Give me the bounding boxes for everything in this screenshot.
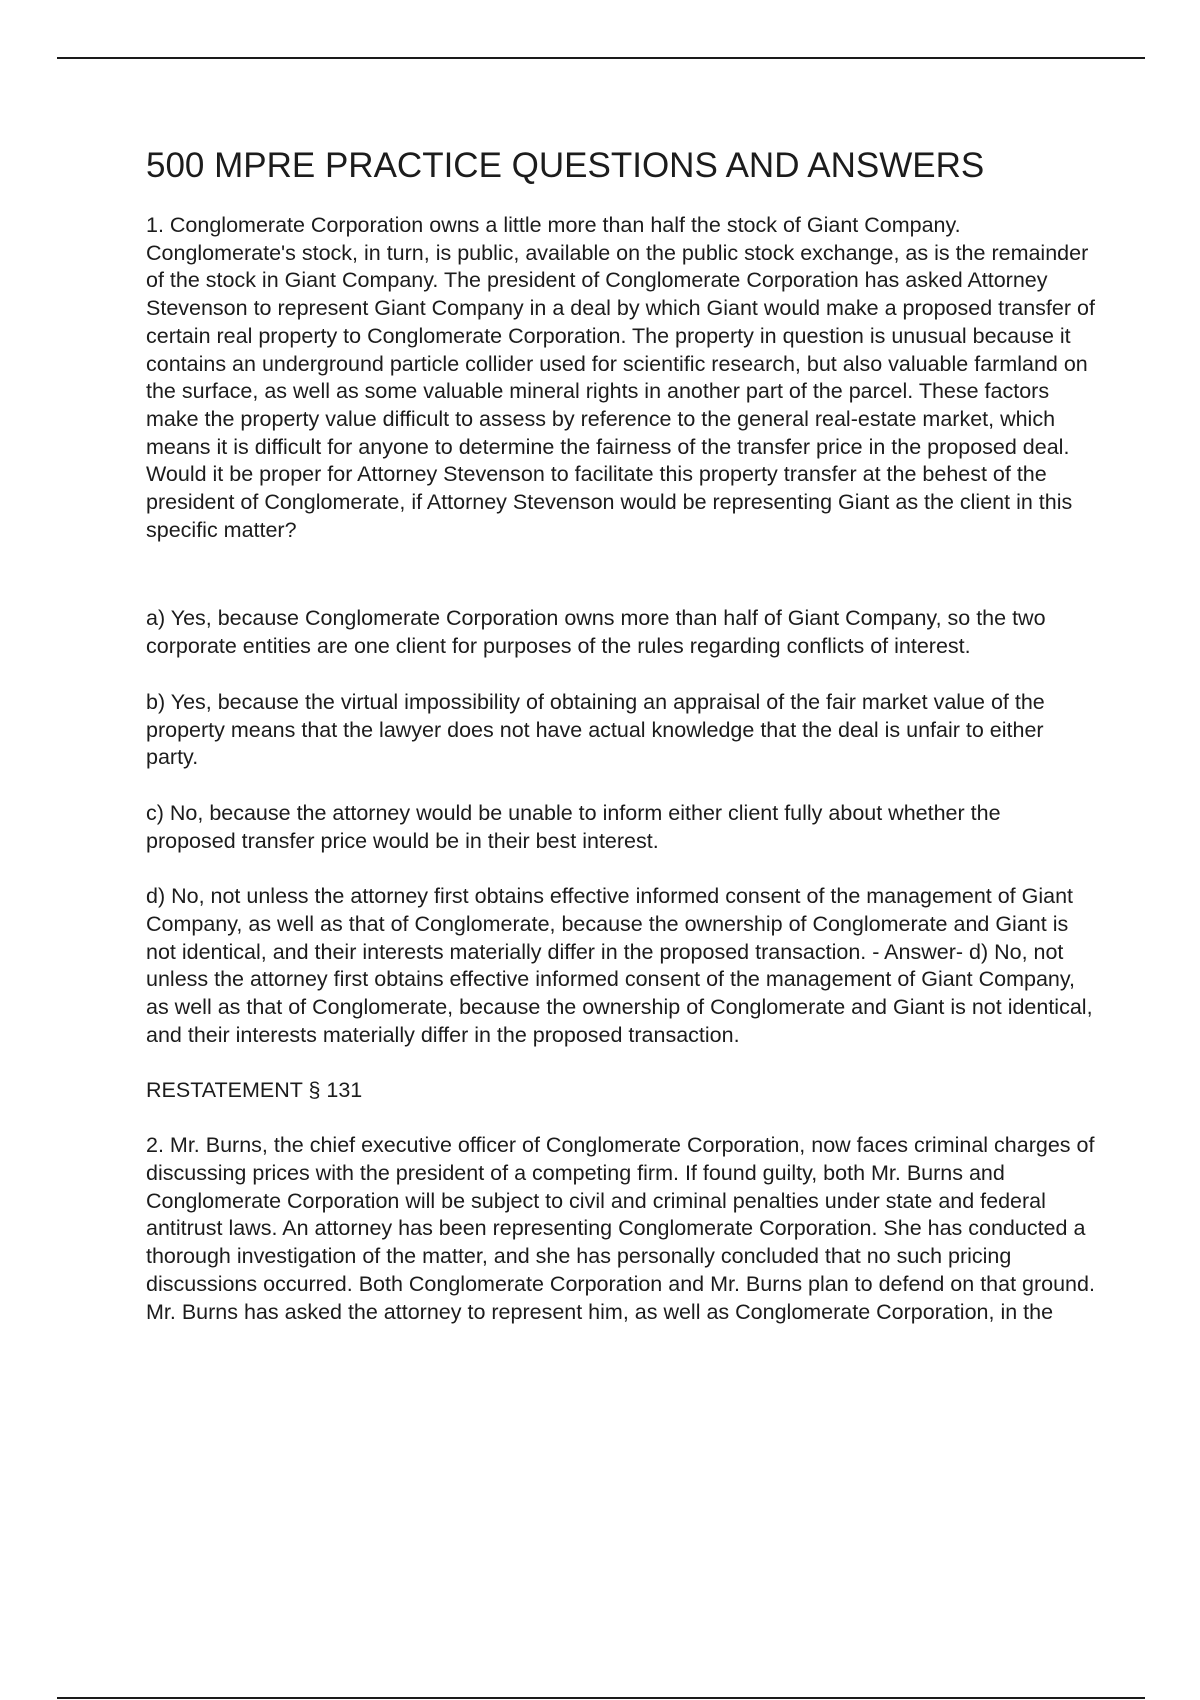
document-body — [146, 140, 1096, 1326]
question-1-option-c: c) No, because the attorney would be unable to inform either client fully about whether the proposed transfer price would be in their best interest. — [146, 800, 1001, 853]
document-title: 500 MPRE PRACTICE QUESTIONS AND ANSWERS — [146, 146, 985, 185]
question-1-option-d-answer: d) No, not unless the attorney first obtains effective informed consent of the management of Giant Company, as well as that of Conglomerate, because the ownership of Conglomerate and Giant is not identical, and their interests materially differ in the proposed transaction. - Answer- d) No, not unless the attorney first obtains effective informed consent of the management of Giant Company, as well as that of Conglomerate, because the ownership of Conglomerate and Giant is not identical, and their interests materially differ in the proposed transaction. — [146, 884, 1093, 1047]
question-1-option-a: a) Yes, because Conglomerate Corporation owns more than half of Giant Company, so the two corporate entities are one client for purposes of the rules regarding conflicts of interest. — [146, 606, 1046, 659]
question-1-text: 1. Conglomerate Corporation owns a little more than half the stock of Giant Company. Conglomerate's stock, in turn, is public, available on the public stock exchange, as is the remainder of the stock in Giant Company. The president of Conglomerate Corporation has asked Attorney Stevenson to represent Giant Company in a deal by which Giant would make a proposed transfer of certain real property to Conglomerate Corporation. The property in question is unusual because it contains an underground particle collider used for scientific research, but also valuable farmland on the surface, as well as some valuable mineral rights in another part of the parcel. These factors make the property value difficult to assess by reference to the general real-estate market, which means it is difficult for anyone to determine the fairness of the transfer price in the proposed deal. Would it be proper for Attorney Stevenson to facilitate this property transfer at the behest of the president of Conglomerate, if Attorney Stevenson would be representing Giant as the client in this specific matter? — [146, 213, 1095, 542]
question-2-text: 2. Mr. Burns, the chief executive officer of Conglomerate Corporation, now faces criminal charges of discussing prices with the president of a competing firm. If found guilty, both Mr. Burns and Conglomerate Corporation will be subject to civil and criminal penalties under state and federal antitrust laws. An attorney has been representing Conglomerate Corporation. She has conducted a thorough investigation of the matter, and she has personally concluded that no such pricing discussions occurred. Both Conglomerate Corporation and Mr. Burns plan to defend on that ground. Mr. Burns has asked the attorney to represent him, as well as Conglomerate Corporation, in the — [146, 1133, 1095, 1324]
question-1-reference: RESTATEMENT § 131 — [146, 1077, 363, 1102]
bottom-rule — [57, 1697, 1145, 1699]
question-1-option-b: b) Yes, because the virtual impossibility of obtaining an appraisal of the fair market value of the property means that the lawyer does not have actual knowledge that the deal is unfair to either party. — [146, 689, 1045, 770]
top-rule — [57, 57, 1145, 59]
